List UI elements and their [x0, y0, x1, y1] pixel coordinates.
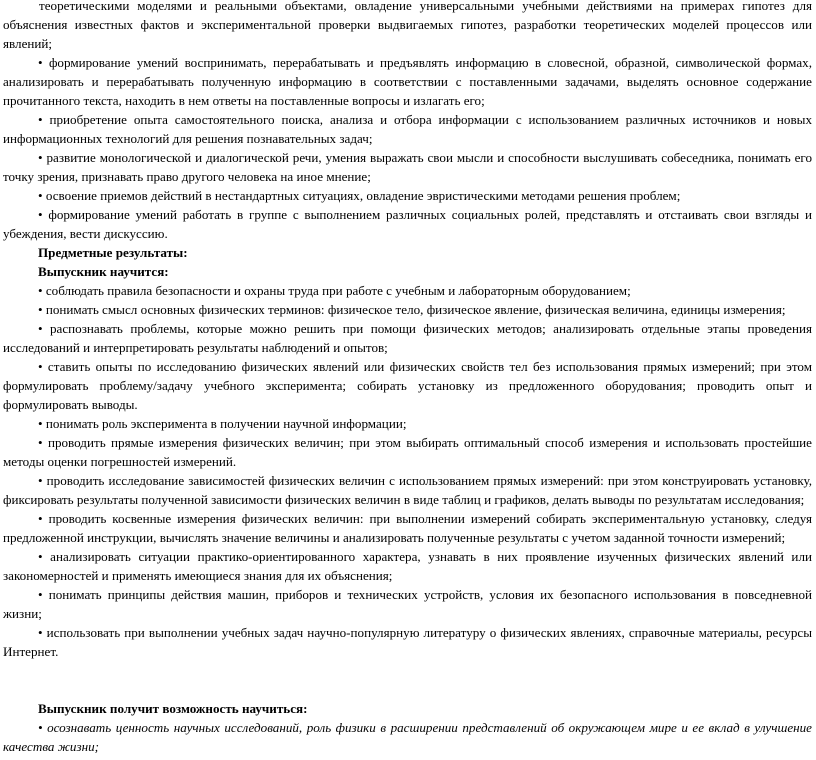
- list-item: • проводить исследование зависимостей физических величин с использованием прямых измерений: при этом конструировать установку, фиксировать результаты полученной зависимости физических величин в виде таблиц и графиков, делать выводы по результатам исследования;: [3, 473, 812, 507]
- list-item: • понимать смысл основных физических терминов: физическое тело, физическое явление, физическая величина, единицы измерения;: [38, 302, 786, 317]
- list-item-italic: • осознавать ценность научных исследований, роль физики в расширении представлений об окружающем мире и ее вклад в улучшение качества жизни;: [3, 720, 812, 754]
- paragraph-search-experience: • приобретение опыта самостоятельного поиска, анализа и отбора информации с использованием различных источников и новых информационных технологий для решения познавательных задач;: [3, 112, 812, 146]
- paragraph-group-work: • формирование умений работать в группе с выполнением различных социальных ролей, представлять и отстаивать свои взгляды и убеждения, вести дискуссию.: [3, 207, 812, 241]
- list-item: • понимать принципы действия машин, приборов и технических устройств, условия их безопасного использования в повседневной жизни;: [3, 587, 812, 621]
- list-item: • анализировать ситуации практико-ориентированного характера, узнавать в них проявление изученных физических явлений или закономерностей и применять имеющиеся знания для их объяснения;: [3, 549, 812, 583]
- list-item: • понимать роль эксперимента в получении научной информации;: [38, 416, 407, 431]
- paragraph-information: • формирование умений воспринимать, перерабатывать и предъявлять информацию в словесной, образной, символической формах, анализировать и перерабатывать полученную информацию в соответствии с поставленными задачами, выделять основное содержание прочитанного текста, находить в нем ответы на поставленные вопросы и излагать его;: [3, 55, 812, 108]
- paragraph-nonstandard: • освоение приемов действий в нестандартных ситуациях, овладение эвристическими методами решения проблем;: [38, 188, 681, 203]
- heading-graduate-learns: Выпускник научится:: [38, 264, 169, 279]
- heading-subject-results: Предметные результаты:: [38, 245, 188, 260]
- spacer: [3, 661, 812, 699]
- paragraph-intro: теоретическими моделями и реальными объектами, овладение универсальными учебными действиями на примерах гипотез для объяснения известных фактов и экспериментальной проверки выдвигаемых гипотез, разработки теоретических моделей процессов или явлений;: [3, 0, 812, 51]
- list-item: • распознавать проблемы, которые можно решить при помощи физических методов; анализировать отдельные этапы проведения исследований и интерпретировать результаты наблюдений и опытов;: [3, 321, 812, 355]
- list-item: • проводить косвенные измерения физических величин: при выполнении измерений собирать экспериментальную установку, следуя предложенной инструкции, вычислять значение величины и анализировать полученные результаты с учетом заданной точности измерений;: [3, 511, 812, 545]
- list-item: • использовать при выполнении учебных задач научно-популярную литературу о физических явлениях, справочные материалы, ресурсы Интернет.: [3, 625, 812, 659]
- list-item: • ставить опыты по исследованию физических явлений или физических свойств тел без использования прямых измерений; при этом формулировать проблему/задачу учебного эксперимента; собирать установку из предложенного оборудования; проводить опыт и формулировать выводы.: [3, 359, 812, 412]
- list-item: • проводить прямые измерения физических величин; при этом выбирать оптимальный способ измерения и использовать простейшие методы оценки погрешностей измерений.: [3, 435, 812, 469]
- heading-graduate-opportunity: Выпускник получит возможность научиться:: [38, 701, 308, 716]
- paragraph-speech: • развитие монологической и диалогической речи, умения выражать свои мысли и способности выслушивать собеседника, понимать его точку зрения, признавать право другого человека на иное мнение;: [3, 150, 812, 184]
- list-item: • соблюдать правила безопасности и охраны труда при работе с учебным и лабораторным оборудованием;: [38, 283, 631, 298]
